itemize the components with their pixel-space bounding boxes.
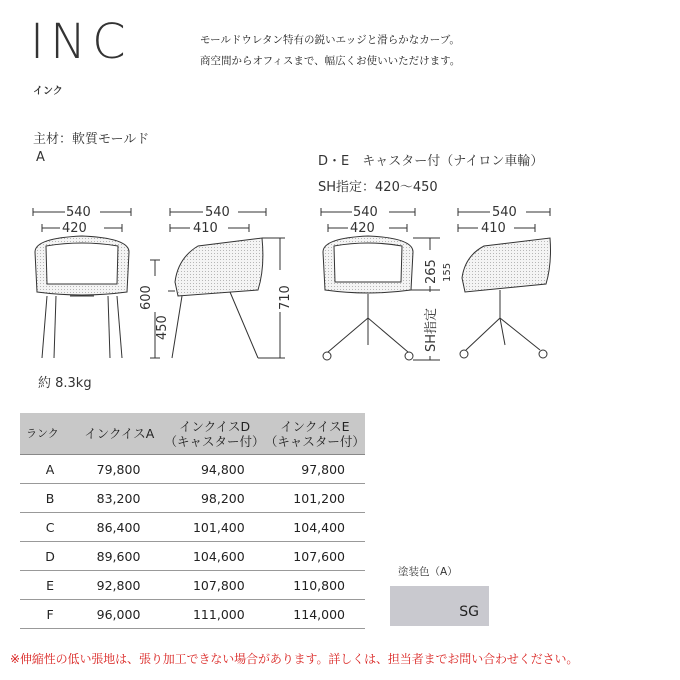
description-line-2: 商空間からオフィスまで、幅広くお使いいただけます。 xyxy=(200,55,461,67)
price-a: 83,200 xyxy=(74,484,164,513)
table-row xyxy=(20,484,365,513)
product-reading: インク xyxy=(33,86,63,97)
dim-a-front-inner: 420 xyxy=(62,221,87,236)
header-col-a: インクイスA xyxy=(74,413,164,455)
paint-color-swatch xyxy=(390,586,489,626)
dim-de-side-inner: 410 xyxy=(481,221,506,236)
weight-spec: 約 8.3kg xyxy=(38,376,92,391)
price-e: 97,800 xyxy=(265,455,365,484)
price-e: 104,400 xyxy=(265,513,365,542)
description-line-1: モールドウレタン特有の鋭いエッジと滑らかなカーブ。 xyxy=(200,34,460,46)
price-a: 89,600 xyxy=(74,542,164,571)
row-rank: D xyxy=(20,542,74,571)
price-d: 101,400 xyxy=(164,513,264,542)
table-row xyxy=(20,542,365,571)
table-row xyxy=(20,455,365,484)
dim-a-total-height: 710 xyxy=(278,285,293,310)
chair-dimension-drawings xyxy=(0,195,680,375)
price-a: 92,800 xyxy=(74,571,164,600)
dim-de-back-height: 265 xyxy=(424,259,439,284)
product-name: INC xyxy=(30,14,132,70)
chair-de-front-view xyxy=(321,208,440,360)
header-rank: ランク xyxy=(20,413,74,455)
price-e: 101,200 xyxy=(265,484,365,513)
price-a: 79,800 xyxy=(74,455,164,484)
dim-a-side-inner: 410 xyxy=(193,221,218,236)
price-table xyxy=(20,413,365,629)
sh-range: SH指定：420～450 xyxy=(318,180,438,195)
price-d: 104,600 xyxy=(164,542,264,571)
table-row xyxy=(20,571,365,600)
row-rank: C xyxy=(20,513,74,542)
price-d: 98,200 xyxy=(164,484,264,513)
price-table-header xyxy=(20,413,365,455)
header-col-e-line2: （キャスター付） xyxy=(264,433,365,449)
header-col-d-line1: インクイスD xyxy=(178,418,251,434)
dim-de-front-inner: 420 xyxy=(350,221,375,236)
dim-a-arm-height: 600 xyxy=(139,285,154,310)
type-a-label: A xyxy=(36,150,45,165)
footnote: ※伸縮性の低い張地は、張り加工できない場合があります。詳しくは、担当者までお問い合わせください。 xyxy=(10,652,579,666)
dim-de-front-width: 540 xyxy=(353,205,378,220)
row-rank: E xyxy=(20,571,74,600)
header-col-e-line1: インクイスE xyxy=(280,418,350,434)
header-col-e xyxy=(265,413,365,455)
price-e: 110,800 xyxy=(265,571,365,600)
price-e: 107,600 xyxy=(265,542,365,571)
table-row xyxy=(20,513,365,542)
paint-color-code: SG xyxy=(459,604,479,620)
price-d: 94,800 xyxy=(164,455,264,484)
row-rank: B xyxy=(20,484,74,513)
price-d: 111,000 xyxy=(164,600,264,629)
paint-color-label: 塗装色（A） xyxy=(398,566,458,578)
header-col-d-line2: （キャスター付） xyxy=(164,433,265,449)
row-rank: A xyxy=(20,455,74,484)
dim-de-side-depth: 540 xyxy=(492,205,517,220)
header-col-d xyxy=(164,413,264,455)
dim-a-side-depth: 540 xyxy=(205,205,230,220)
row-rank: F xyxy=(20,600,74,629)
dim-a-seat-height: 450 xyxy=(155,315,170,340)
material-spec: 主材：軟質モールド xyxy=(33,132,150,147)
price-d: 107,800 xyxy=(164,571,264,600)
type-de-label: D・E キャスター付（ナイロン車輪） xyxy=(318,154,544,169)
price-a: 96,000 xyxy=(74,600,164,629)
dim-de-sh-label: SH指定 xyxy=(424,307,439,352)
price-a: 86,400 xyxy=(74,513,164,542)
dim-de-seat-thickness: 155 xyxy=(442,262,453,282)
dim-a-front-width: 540 xyxy=(66,205,91,220)
table-row xyxy=(20,600,365,629)
price-e: 114,000 xyxy=(265,600,365,629)
